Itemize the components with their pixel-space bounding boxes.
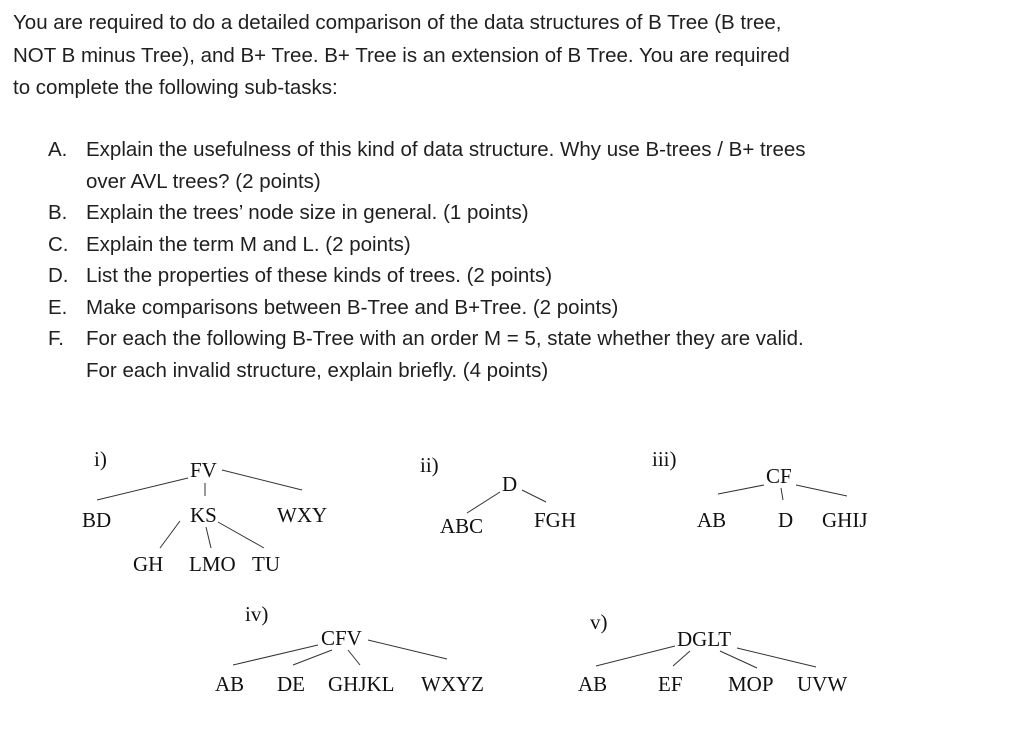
tree-leaf-node: AB (578, 672, 608, 696)
tree-edge (293, 650, 332, 665)
tree-edge (467, 492, 500, 513)
tree-leaf-node: UVW (797, 672, 848, 696)
subtask-text: For each invalid structure, explain briefly. (4 points) (86, 358, 549, 382)
tree-iv (215, 602, 484, 696)
tree-label: iii) (652, 447, 677, 471)
tree-edge (218, 522, 264, 548)
subtask-text: Make comparisons between B-Tree and B+Tree. (2 points) (86, 295, 619, 319)
tree-label: ii) (420, 453, 439, 477)
tree-leaf-node: GHIJ (822, 508, 868, 532)
tree-root-node: FV (190, 458, 217, 482)
tree-edge (596, 646, 675, 666)
tree-label: iv) (245, 602, 269, 626)
tree-leaf-node: FGH (534, 508, 577, 532)
tree-leaf-node: GHJKL (328, 672, 395, 696)
subtask-text: Explain the term M and L. (2 points) (86, 232, 411, 256)
tree-leaf-node: LMO (189, 552, 236, 576)
tree-edge (97, 478, 188, 500)
tree-edge (233, 645, 318, 665)
subtask-text: For each the following B-Tree with an order M = 5, state whether they are valid. (86, 327, 804, 350)
tree-leaf-node: TU (252, 552, 280, 576)
tree-label: v) (590, 610, 608, 634)
subtask-text: Explain the trees’ node size in general. (1 points) (86, 201, 529, 224)
tree-leaf-node: MOP (728, 672, 774, 696)
tree-edge (522, 490, 546, 502)
subtask-letter: C. (48, 232, 69, 256)
tree-root-node: D (502, 472, 518, 496)
tree-edge (720, 651, 757, 668)
intro-line: You are required to do a detailed comparison of the data structures of B Tree (B tree, (13, 11, 782, 34)
intro-line: to complete the following sub-tasks: (13, 76, 338, 99)
tree-root-node: DGLT (677, 627, 732, 651)
tree-leaf-node: ABC (440, 514, 484, 538)
tree-leaf-node: GH (133, 552, 164, 576)
tree-root-node: CFV (321, 626, 362, 650)
tree-leaf-node: AB (697, 508, 727, 532)
tree-edge (206, 527, 211, 548)
subtask-text: List the properties of these kinds of trees. (2 points) (86, 264, 553, 287)
tree-leaf-node: DE (277, 672, 305, 696)
tree-edge (673, 651, 690, 666)
tree-iii (652, 447, 868, 532)
tree-leaf-node: WXY (277, 503, 328, 527)
tree-edge (718, 485, 764, 494)
tree-v (578, 610, 847, 696)
tree-edge (781, 488, 783, 500)
tree-leaf-node: AB (215, 672, 245, 696)
subtask-letter: D. (48, 264, 69, 287)
intro-line: NOT B minus Tree), and B+ Tree. B+ Tree is an extension of B Tree. You are required (13, 43, 790, 67)
tree-edge (222, 470, 302, 490)
tree-edge (796, 485, 847, 496)
subtask-letter: F. (48, 327, 64, 350)
subtask-letter: B. (48, 201, 68, 224)
tree-edge (348, 650, 360, 665)
tree-ii (420, 453, 576, 538)
tree-leaf-node: D (778, 508, 794, 532)
tree-edge (368, 640, 447, 659)
tree-leaf-node: WXYZ (421, 672, 484, 696)
tree-leaf-node: EF (658, 672, 683, 696)
tree-leaf-node: BD (82, 508, 112, 532)
subtask-text: over AVL trees? (2 points) (86, 169, 321, 193)
tree-label: i) (94, 447, 107, 471)
tree-i (82, 447, 327, 576)
subtask-text: Explain the usefulness of this kind of data structure. Why use B-trees / B+ trees (86, 138, 806, 161)
tree-edge (160, 521, 180, 548)
subtask-letter: A. (48, 138, 68, 161)
subtask-letter: E. (48, 295, 68, 319)
tree-root-node: CF (766, 464, 792, 488)
tree-internal-node: KS (190, 503, 217, 527)
